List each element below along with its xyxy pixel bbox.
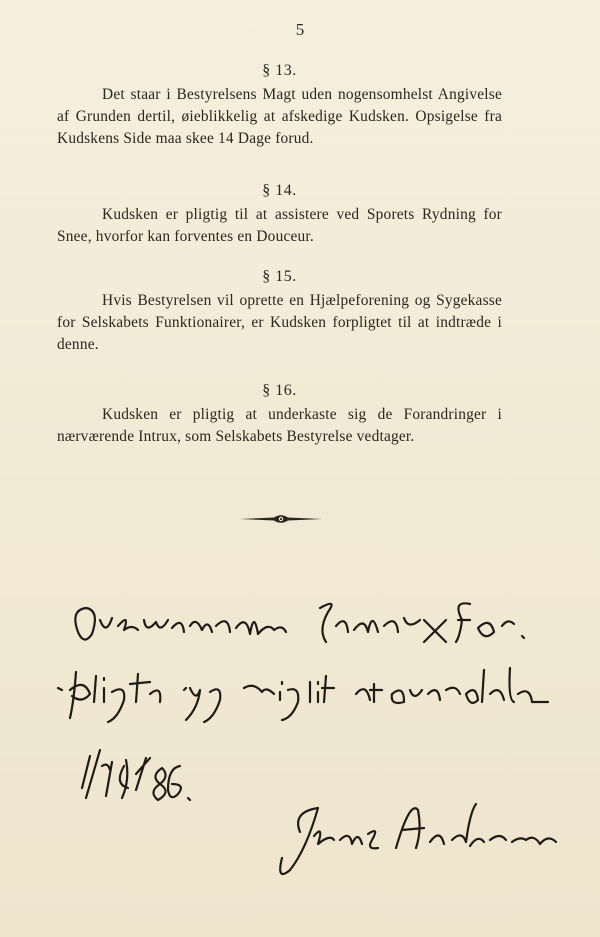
handwritten-line-2 xyxy=(58,668,548,722)
section-heading: § 15. xyxy=(262,268,297,285)
section-14 xyxy=(57,182,502,248)
section-heading: § 13. xyxy=(262,62,297,79)
section-text: Det staar i Bestyrelsens Magt uden nogensomhelst Angivelse af Grunden dertil, øieblikkelig at afskedige Kudsken. Opsigelse fra Kudskens Side maa skee 14 Dage forud. xyxy=(57,86,502,147)
ornament-divider xyxy=(238,512,324,526)
section-text: Kudsken er pligtig at underkaste sig de Forandringer i nærværende Intrux, som Selskabets Bestyrelse vedtager. xyxy=(57,406,502,445)
section-text: Kudsken er pligtig til at assistere ved Sporets Rydning for Snee, hvorfor kan forventes en Douceur. xyxy=(57,206,502,245)
section-heading: § 16. xyxy=(262,382,297,399)
handwritten-date xyxy=(82,750,190,800)
section-heading: § 14. xyxy=(262,182,297,199)
section-15 xyxy=(57,268,502,356)
handwritten-line-1 xyxy=(75,603,524,642)
handwritten-note xyxy=(0,590,600,920)
section-13 xyxy=(57,62,502,150)
handwritten-signature xyxy=(280,804,556,874)
section-text: Hvis Bestyrelsen vil oprette en Hjælpeforening og Sygekasse for Selskabets Funktionairer, er Kudsken forpligtet til at indtræde i denne. xyxy=(57,292,502,353)
section-16 xyxy=(57,382,502,448)
page-number: 5 xyxy=(295,20,305,39)
